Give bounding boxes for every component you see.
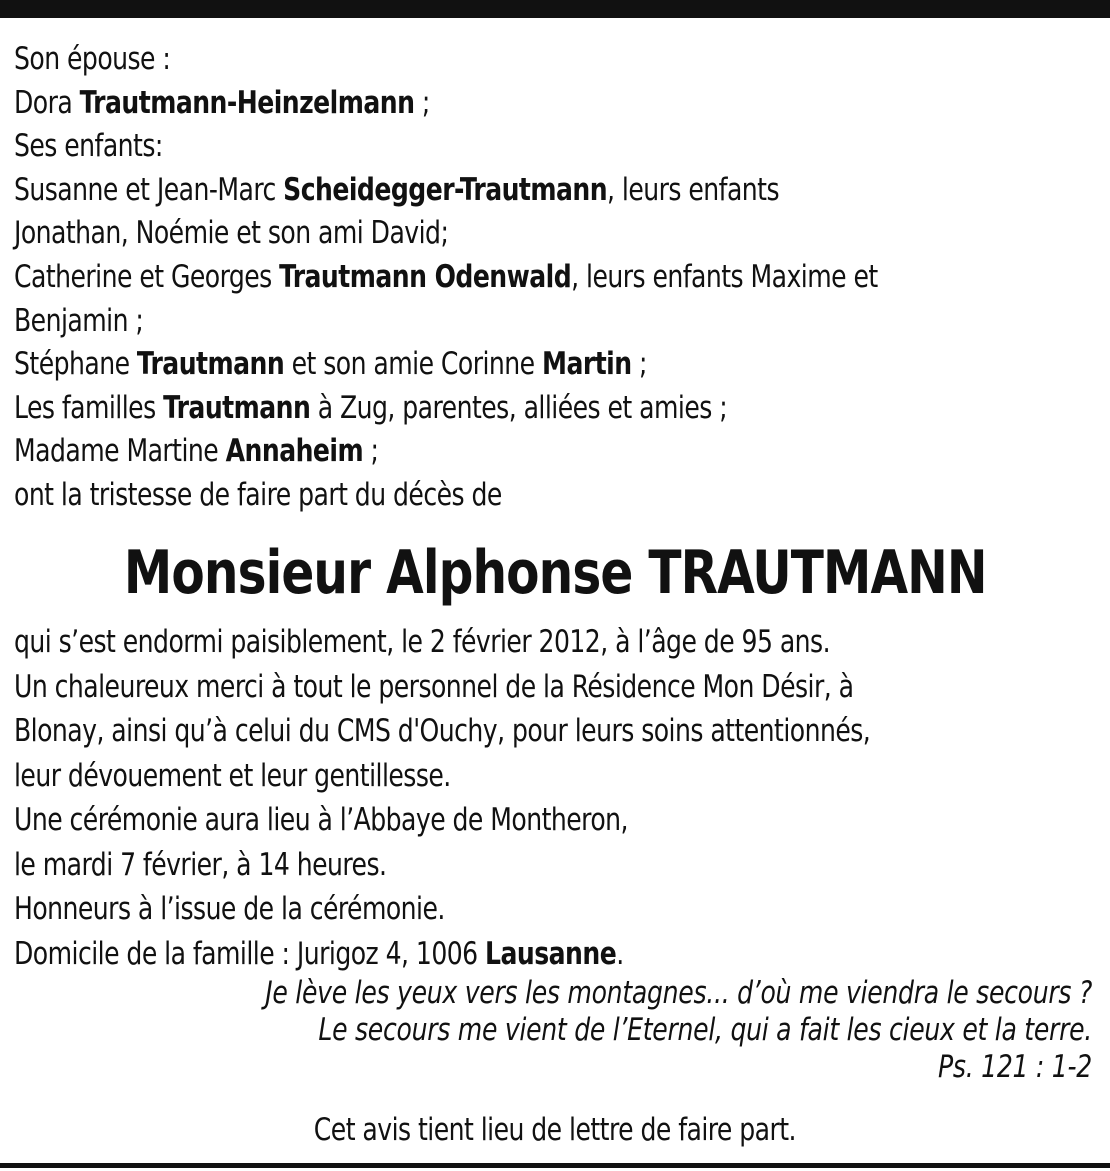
psalm-verse xyxy=(12,975,1092,1086)
domicile-line: Domicile de la famille : Jurigoz 4, 1006 Lausanne. xyxy=(14,935,624,972)
spouse-surname: Trautmann-Heinzelmann xyxy=(79,84,415,121)
honours-line: Honneurs à l’issue de la cérémonie. xyxy=(14,891,445,927)
child3-surname: Trautmann xyxy=(136,346,285,383)
obituary-notice xyxy=(14,38,1094,518)
madame-surname: Annaheim xyxy=(225,433,364,470)
families-line: Les familles Trautmann à Zug, parentes, alliées et amies ; xyxy=(14,389,728,426)
details-line-4: leur dévouement et leur gentillesse. xyxy=(14,757,451,794)
child1-kids-line: Jonathan, Noémie et son ami David; xyxy=(14,215,449,252)
spouse-heading: Son épouse : xyxy=(14,41,171,77)
family-list xyxy=(14,38,1094,518)
child2-kids-line: Benjamin ; xyxy=(14,302,144,339)
child3-line: Stéphane Trautmann et son amie Corinne Martin ; xyxy=(14,346,647,383)
spouse-line: Dora Trautmann-Heinzelmann ; xyxy=(14,84,430,121)
details-line-1: qui s’est endormi paisiblement, le 2 février 2012, à l’âge de 95 ans. xyxy=(14,624,831,660)
verse-line-2: Le secours me vient de l’Eternel, qui a fait les cieux et la terre. xyxy=(318,1012,1093,1048)
families-surname: Trautmann xyxy=(163,389,311,426)
announce-line: ont la tristesse de faire part du décès de xyxy=(14,476,502,513)
deceased-name: Monsieur Alphonse TRAUTMANN xyxy=(123,538,987,608)
child1-surname: Scheidegger-Trautmann xyxy=(283,171,608,208)
verse-reference: Ps. 121 : 1-2 xyxy=(938,1049,1092,1085)
domicile-city: Lausanne xyxy=(485,935,617,972)
verse-line-1: Je lève les yeux vers les montagnes... d’où me viendra le secours ? xyxy=(265,975,1092,1011)
child2-line: Catherine et Georges Trautmann Odenwald, leurs enfants Maxime et xyxy=(14,258,878,295)
funeral-details xyxy=(14,620,1094,976)
madame-line: Madame Martine Annaheim ; xyxy=(14,433,379,470)
ceremony-line: Une cérémonie aura lieu à l’Abbaye de Montheron, xyxy=(14,802,628,838)
top-rule xyxy=(0,0,1110,18)
details-line-2: Un chaleureux merci à tout le personnel de la Résidence Mon Désir, à xyxy=(14,668,854,705)
ceremony-date-line: le mardi 7 février, à 14 heures. xyxy=(14,846,387,883)
child1-line: Susanne et Jean-Marc Scheidegger-Trautmann, leurs enfants xyxy=(14,171,779,208)
details-line-3: Blonay, ainsi qu’à celui du CMS d'Ouchy, pour leurs soins attentionnés, xyxy=(14,713,871,749)
children-heading: Ses enfants: xyxy=(14,128,163,165)
child2-surname: Trautmann Odenwald xyxy=(279,258,572,295)
bottom-rule xyxy=(0,1163,1110,1168)
child3-partner-surname: Martin xyxy=(542,346,632,383)
closing-note: Cet avis tient lieu de lettre de faire part. xyxy=(313,1112,797,1148)
